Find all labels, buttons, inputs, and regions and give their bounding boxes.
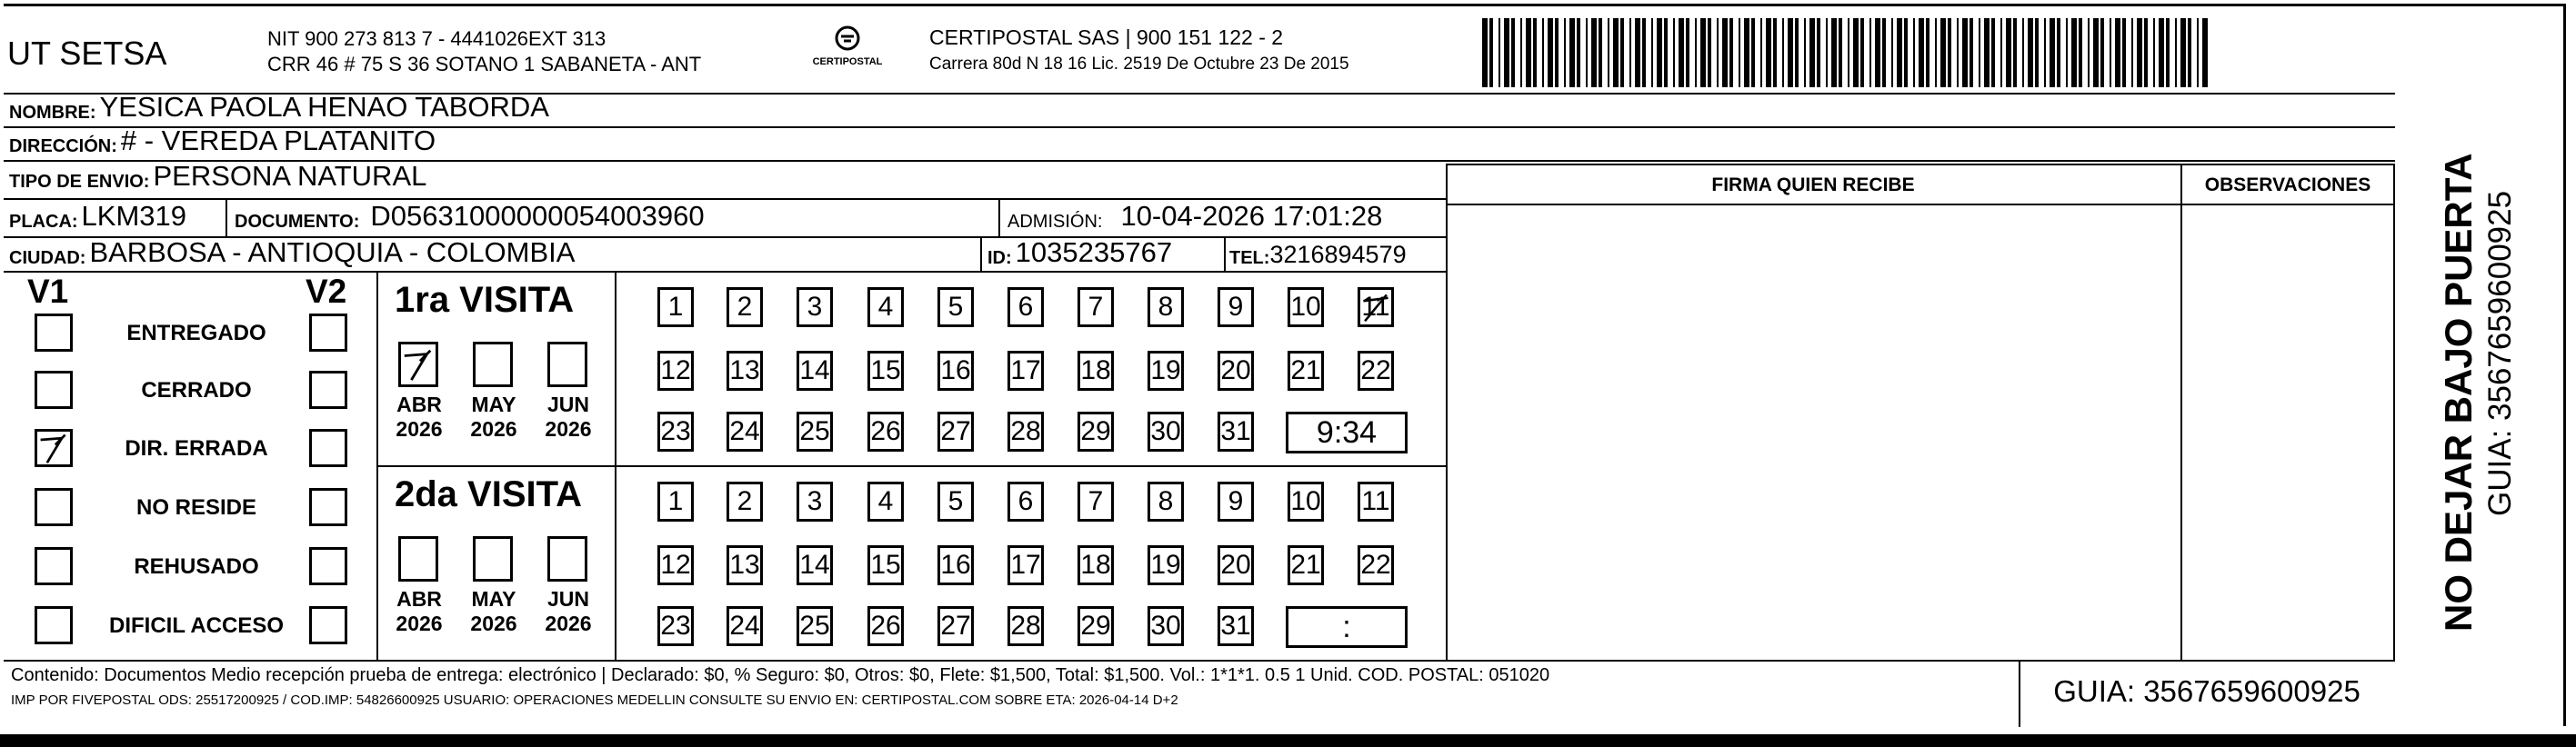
month-name: MAY [471, 393, 516, 416]
barcode-bar [1948, 18, 1951, 87]
v2-checkbox[interactable] [309, 429, 347, 467]
day-box[interactable]: 28 [1007, 606, 1044, 646]
documento-cell [235, 200, 705, 233]
barcode-bar [1511, 18, 1515, 87]
month-label [387, 393, 451, 442]
barcode-bar [2115, 18, 2120, 87]
day-box[interactable]: 27 [937, 606, 974, 646]
month-label [536, 393, 600, 442]
id-value: 1035235767 [1015, 236, 1173, 268]
visit-title: 2da VISITA [395, 474, 582, 514]
day-box[interactable]: 26 [867, 412, 904, 452]
day-box[interactable]: 20 [1218, 351, 1254, 391]
day-box[interactable]: 26 [867, 606, 904, 646]
day-box[interactable]: 21 [1288, 545, 1324, 585]
day-box[interactable]: 17 [1007, 351, 1044, 391]
day-box[interactable]: 27 [937, 412, 974, 452]
day-box[interactable]: 9 [1218, 482, 1254, 522]
barcode-bar [1548, 18, 1553, 87]
footer-guia: GUIA: 3567659600925 [2053, 674, 2360, 708]
day-box[interactable]: 3 [797, 482, 833, 522]
footer-line1: Contenido: Documentos Medio recepción prueba de entrega: electrónico | Declarado: $0, % Seguro: $0, Otros: $0, Flete: $1,500, Total: $1,500. Vol.: 1*1*1. 0.5 1 Unid. COD. POSTAL: 051020 [11, 665, 1550, 685]
day-box[interactable]: 13 [727, 351, 763, 391]
barcode-bar [1853, 18, 1859, 87]
day-box[interactable]: 9 [1218, 287, 1254, 327]
barcode-bar [2093, 18, 2099, 87]
barcode-bar [1555, 18, 1559, 87]
barcode-bar [1760, 18, 1762, 87]
barcode-bar [1695, 18, 1697, 87]
barcode-bar [2197, 18, 2199, 87]
barcode-bar [2013, 18, 2017, 87]
day-box[interactable]: 18 [1078, 351, 1114, 391]
tel-value: 3216894579 [1269, 241, 1407, 268]
barcode-bar [1591, 18, 1597, 87]
day-box[interactable]: 19 [1148, 351, 1184, 391]
ciudad-value: BARBOSA - ANTIOQUIA - COLOMBIA [89, 236, 576, 268]
v2-checkbox[interactable] [309, 371, 347, 409]
status-label: NO RESIDE [135, 495, 257, 520]
time-box[interactable]: : [1286, 606, 1408, 648]
day-box[interactable]: 5 [937, 287, 974, 327]
barcode-bar [2088, 18, 2090, 87]
day-box[interactable]: 14 [797, 545, 833, 585]
v1-checkbox[interactable] [35, 547, 73, 585]
day-box[interactable]: 23 [657, 606, 694, 646]
v1-checkbox[interactable] [35, 429, 73, 467]
certipostal-line2: Carrera 80d N 18 16 Lic. 2519 De Octubre 23 De 2015 [929, 55, 1349, 74]
barcode-bar [1489, 18, 1493, 87]
nombre-value: YESICA PAOLA HENAO TABORDA [99, 91, 549, 123]
status-label: REHUSADO [134, 554, 259, 579]
barcode-bar [2079, 18, 2082, 87]
address-line: CRR 46 # 75 S 36 SOTANO 1 SABANETA - ANT [267, 53, 702, 75]
barcode-bar [1673, 18, 1675, 87]
visit-title: 1ra VISITA [395, 280, 575, 320]
footer-line2: IMP POR FIVEPOSTAL ODS: 25517200925 / COD.IMP: 54826600925 USUARIO: OPERACIONES MEDELLIN CONSULTE SU ENVIO EN: CERTIPOSTAL.COM SOBRE ETA: 2026-04-14 D+2 [11, 692, 1178, 708]
admision-value: 10-04-2026 17:01:28 [1120, 200, 1383, 232]
nombre-row [9, 93, 549, 124]
month-checkbox[interactable] [473, 536, 513, 582]
barcode-bar [1766, 18, 1771, 87]
nit-line: NIT 900 273 813 7 - 4441026EXT 313 [267, 27, 606, 50]
id-cell [987, 238, 1172, 269]
day-box[interactable]: 3 [797, 287, 833, 327]
barcode-bar [1919, 18, 1924, 87]
barcode-bar [2066, 18, 2068, 87]
day-box[interactable]: 29 [1078, 412, 1114, 452]
barcode-bar [1722, 18, 1728, 87]
day-box[interactable]: 23 [657, 412, 694, 452]
id-label: ID: [987, 248, 1012, 268]
status-label: DIFICIL ACCESO [108, 613, 284, 638]
barcode-bar [1586, 18, 1588, 87]
day-box[interactable]: 10 [1288, 287, 1324, 327]
barcode-bar [1913, 18, 1915, 87]
day-box[interactable]: 14 [797, 351, 833, 391]
v2-checkbox[interactable] [309, 547, 347, 585]
barcode-bar [1904, 18, 1908, 87]
day-box[interactable]: 22 [1358, 351, 1394, 391]
month-name: JUN [546, 587, 589, 611]
day-box[interactable]: 15 [867, 545, 904, 585]
barcode-bar [2050, 18, 2055, 87]
barcode-bar [2071, 18, 2077, 87]
placa-row [9, 200, 186, 233]
nombre-label: NOMBRE: [9, 103, 96, 123]
barcode-bar [1642, 18, 1646, 87]
barcode-bar [2153, 18, 2155, 87]
barcode-bar [2188, 18, 2191, 87]
barcode-bar [2180, 18, 2186, 87]
barcode-bar [2137, 18, 2142, 87]
day-box[interactable]: 11 [1358, 287, 1394, 327]
barcode-bar [1817, 18, 1820, 87]
day-box[interactable]: 2 [727, 482, 763, 522]
month-name: JUN [546, 393, 589, 416]
barcode-bar [2006, 18, 2011, 87]
month-checkbox[interactable] [398, 536, 438, 582]
barcode-bar [1809, 18, 1815, 87]
day-box[interactable]: 16 [937, 351, 974, 391]
status-label: CERRADO [141, 378, 252, 403]
barcode-bar [1744, 18, 1749, 87]
documento-label: DOCUMENTO: [235, 212, 360, 232]
month-year: 2026 [545, 417, 592, 441]
direccion-label: DIRECCIÓN: [9, 136, 117, 156]
barcode-bar [2202, 18, 2208, 87]
barcode-bar [1613, 18, 1619, 87]
day-box[interactable]: 12 [657, 545, 694, 585]
barcode-bar [2100, 18, 2104, 87]
day-box[interactable]: 8 [1148, 287, 1184, 327]
barcode-bar [1577, 18, 1580, 87]
barcode-bar [2144, 18, 2148, 87]
day-box[interactable]: 1 [657, 287, 694, 327]
barcode-bar [1629, 18, 1631, 87]
day-box[interactable]: 16 [937, 545, 974, 585]
barcode-bar [2166, 18, 2170, 87]
barcode-bar [1564, 18, 1566, 87]
barcode-bar [1608, 18, 1609, 87]
barcode-bar [1962, 18, 1968, 87]
barcode [1482, 18, 2210, 87]
barcode-bar [1839, 18, 1842, 87]
day-box[interactable]: 24 [727, 606, 763, 646]
barcode-bar [1599, 18, 1602, 87]
barcode-bar [1751, 18, 1755, 87]
barcode-bar [1739, 18, 1740, 87]
barcode-bar [1542, 18, 1544, 87]
barcode-bar [1970, 18, 1973, 87]
barcode-bar [1848, 18, 1849, 87]
month-name: MAY [471, 587, 516, 611]
barcode-bar [1657, 18, 1662, 87]
barcode-bar [1979, 18, 1980, 87]
day-box[interactable]: 22 [1358, 545, 1394, 585]
status-label: DIR. ERRADA [125, 436, 268, 461]
month-year: 2026 [396, 612, 443, 635]
tel-cell [1229, 238, 1407, 269]
barcode-bar [1991, 18, 1995, 87]
barcode-bar [2122, 18, 2126, 87]
v1-checkbox[interactable] [35, 371, 73, 409]
v1-checkbox[interactable] [35, 314, 73, 352]
barcode-bar [1935, 18, 1937, 87]
v2-checkbox[interactable] [309, 314, 347, 352]
v2-checkbox[interactable] [309, 606, 347, 644]
tipo-row [9, 160, 426, 193]
bottom-bar [0, 734, 2576, 747]
month-name: ABR [396, 587, 442, 611]
ciudad-row [9, 238, 575, 269]
barcode-bar [2057, 18, 2060, 87]
barcode-bar [1526, 18, 1531, 87]
day-box[interactable]: 10 [1288, 482, 1324, 522]
day-box[interactable]: 30 [1148, 606, 1184, 646]
month-year: 2026 [545, 612, 592, 635]
month-checkbox[interactable] [473, 342, 513, 387]
barcode-bar [2175, 18, 2177, 87]
barcode-bar [1717, 18, 1719, 87]
admision-cell [1007, 200, 1382, 233]
day-box[interactable]: 7 [1078, 287, 1114, 327]
time-box[interactable]: 9:34 [1286, 412, 1408, 453]
v1-checkbox[interactable] [35, 488, 73, 526]
barcode-bar [1635, 18, 1640, 87]
day-box[interactable]: 13 [727, 545, 763, 585]
signature-area[interactable] [1446, 164, 2395, 662]
barcode-bar [1686, 18, 1689, 87]
month-name: ABR [396, 393, 442, 416]
month-year: 2026 [396, 417, 443, 441]
day-box[interactable]: 12 [657, 351, 694, 391]
barcode-bar [2110, 18, 2111, 87]
day-box[interactable]: 25 [797, 606, 833, 646]
month-label [387, 587, 451, 636]
day-box[interactable]: 11 [1358, 482, 1394, 522]
barcode-bar [1804, 18, 1806, 87]
barcode-bar [1708, 18, 1711, 87]
month-checkbox[interactable] [547, 536, 587, 582]
day-box[interactable]: 4 [867, 287, 904, 327]
barcode-bar [1664, 18, 1668, 87]
barcode-bar [1782, 18, 1784, 87]
barcode-bar [1984, 18, 1990, 87]
day-box[interactable]: 31 [1218, 412, 1254, 452]
month-label [536, 587, 600, 636]
month-checkbox[interactable] [547, 342, 587, 387]
v1-checkbox[interactable] [35, 606, 73, 644]
documento-value: D05631000000054003960 [370, 200, 705, 232]
barcode-bar [1795, 18, 1799, 87]
barcode-bar [1860, 18, 1864, 87]
barcode-bar [2028, 18, 2033, 87]
day-box[interactable]: 17 [1007, 545, 1044, 585]
day-box[interactable]: 8 [1148, 482, 1184, 522]
day-box[interactable]: 20 [1218, 545, 1254, 585]
day-box[interactable]: 31 [1218, 606, 1254, 646]
barcode-bar [1773, 18, 1777, 87]
day-box[interactable]: 4 [867, 482, 904, 522]
barcode-bar [1957, 18, 1959, 87]
barcode-bar [1891, 18, 1893, 87]
day-box[interactable]: 7 [1078, 482, 1114, 522]
direccion-value: # - VEREDA PLATANITO [120, 124, 436, 156]
certipostal-line1: CERTIPOSTAL SAS | 900 151 122 - 2 [929, 25, 1284, 49]
barcode-bar [1569, 18, 1575, 87]
barcode-bar [1729, 18, 1733, 87]
barcode-bar [1498, 18, 1500, 87]
barcode-bar [1882, 18, 1886, 87]
barcode-bar [2044, 18, 2046, 87]
month-label [462, 587, 526, 636]
v1-header: V1 [27, 273, 69, 310]
barcode-bar [1533, 18, 1537, 87]
ciudad-label: CIUDAD: [9, 248, 86, 268]
day-box[interactable]: 1 [657, 482, 694, 522]
day-box[interactable]: 24 [727, 412, 763, 452]
month-year: 2026 [470, 417, 517, 441]
barcode-bar [1504, 18, 1509, 87]
tipo-value: PERSONA NATURAL [153, 160, 427, 192]
barcode-bar [1826, 18, 1828, 87]
placa-value: LKM319 [81, 200, 187, 232]
day-box[interactable]: 18 [1078, 545, 1114, 585]
barcode-bar [2000, 18, 2002, 87]
observaciones-heading: OBSERVACIONES [2204, 174, 2371, 195]
day-box[interactable]: 29 [1078, 606, 1114, 646]
barcode-bar [2159, 18, 2164, 87]
day-box[interactable]: 25 [797, 412, 833, 452]
day-box[interactable]: 5 [937, 482, 974, 522]
firma-heading: FIRMA QUIEN RECIBE [1711, 174, 1915, 195]
tipo-label: TIPO DE ENVIO: [9, 172, 150, 192]
day-box[interactable]: 19 [1148, 545, 1184, 585]
direccion-row [9, 126, 436, 157]
admision-label: ADMISIÓN: [1007, 212, 1103, 232]
day-box[interactable]: 2 [727, 287, 763, 327]
month-checkbox[interactable] [398, 342, 438, 387]
placa-label: PLACA: [9, 212, 78, 232]
month-label [462, 393, 526, 442]
barcode-bar [2131, 18, 2133, 87]
barcode-bar [1869, 18, 1871, 87]
v2-header: V2 [306, 273, 347, 310]
barcode-bar [2022, 18, 2024, 87]
barcode-bar [1482, 18, 1488, 87]
v2-checkbox[interactable] [309, 488, 347, 526]
barcode-bar [1897, 18, 1902, 87]
barcode-bar [1520, 18, 1522, 87]
day-box[interactable]: 21 [1288, 351, 1324, 391]
day-box[interactable]: 6 [1007, 482, 1044, 522]
barcode-bar [1679, 18, 1684, 87]
side-warning: NO DEJAR BAJO PUERTA [2437, 153, 2480, 632]
day-box[interactable]: 28 [1007, 412, 1044, 452]
barcode-bar [1651, 18, 1653, 87]
company-name: UT SETSA [7, 35, 167, 72]
barcode-bar [1875, 18, 1880, 87]
barcode-bar [1700, 18, 1706, 87]
side-guia: GUIA: 3567659600925 [2482, 190, 2518, 516]
certipostal-logo: CERTIPOSTAL [809, 24, 886, 76]
barcode-bar [1831, 18, 1837, 87]
day-box[interactable]: 30 [1148, 412, 1184, 452]
barcode-bar [1926, 18, 1929, 87]
status-label: ENTREGADO [126, 321, 266, 345]
day-box[interactable]: 15 [867, 351, 904, 391]
tel-label: TEL: [1229, 248, 1270, 268]
month-year: 2026 [470, 612, 517, 635]
day-box[interactable]: 6 [1007, 287, 1044, 327]
barcode-bar [2035, 18, 2039, 87]
barcode-bar [1788, 18, 1793, 87]
barcode-bar [1940, 18, 1946, 87]
barcode-bar [1620, 18, 1624, 87]
